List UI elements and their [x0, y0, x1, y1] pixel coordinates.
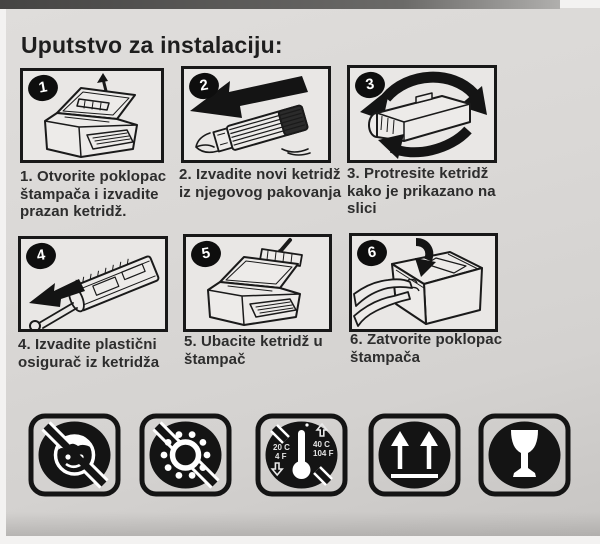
step-2-caption: 2. Izvadite novi ketridž iz njegovog pakovanja [179, 166, 342, 201]
temperature-range-icon [255, 413, 348, 497]
photo-bottom-shadow [6, 512, 600, 536]
step-1-caption: 1. Otvorite poklopac štampača i izvadite prazan ketridž. [20, 168, 167, 221]
this-side-up-icon [368, 413, 461, 497]
step-2-number-badge: 2 [187, 71, 221, 102]
step-1-number-badge: 1 [26, 73, 60, 104]
step-4-number-badge: 4 [24, 241, 58, 272]
step-4-caption: 4. Izvadite plastični osigurač iz ketridža [18, 336, 160, 371]
page-title: Uputstvo za instalaciju: [21, 32, 283, 58]
photo-top-edge [0, 0, 560, 9]
step-1-panel [20, 68, 164, 163]
step-5-caption: 5. Ubacite ketridž u štampač [184, 333, 323, 368]
step-2-panel [181, 66, 331, 163]
step-6-number-badge: 6 [355, 238, 389, 269]
no-children-icon [28, 413, 121, 497]
step-6-panel [349, 233, 498, 332]
fragile-icon [478, 413, 571, 497]
no-sunlight-icon [139, 413, 232, 497]
step-5-number-badge: 5 [189, 239, 223, 270]
low-temp-f: 4 F [275, 452, 287, 461]
step-3-number-badge: 3 [353, 70, 387, 101]
step-6-caption: 6. Zatvorite poklopac štampača [350, 331, 503, 366]
high-temp-f: 104 F [313, 449, 334, 458]
step-4-panel [18, 236, 168, 332]
high-temp-c: 40 C [313, 440, 330, 449]
step-3-panel [347, 65, 497, 163]
step-5-panel [183, 234, 332, 332]
low-temp-c: 20 C [273, 443, 290, 452]
step-3-caption: 3. Protresite ketridž kako je prikazano na slici [347, 165, 496, 218]
